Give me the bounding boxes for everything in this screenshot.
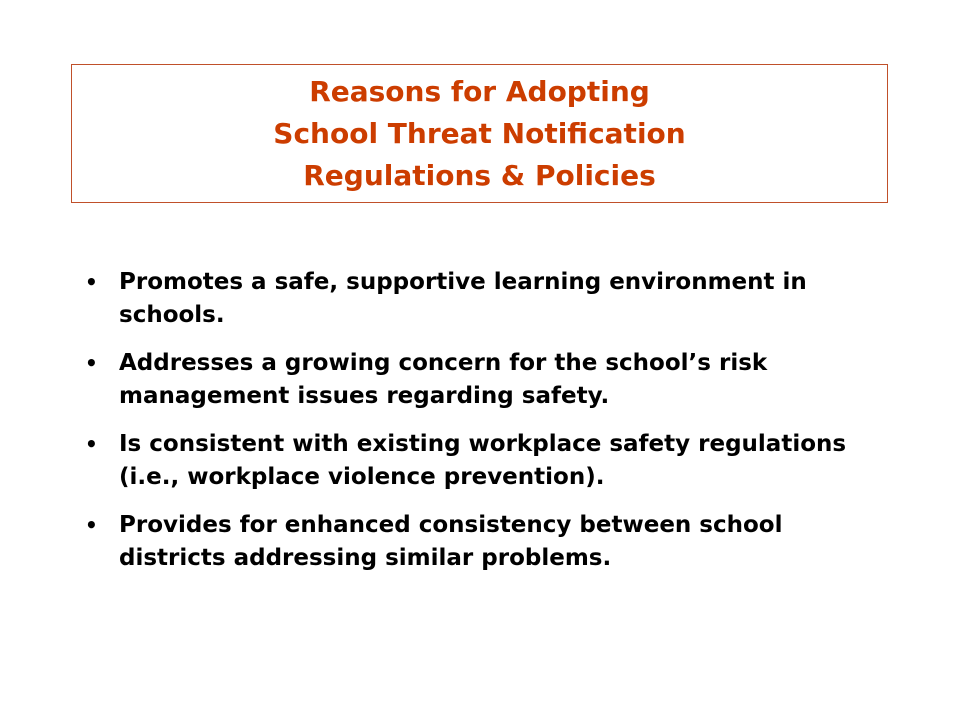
bullet-dot-icon: • [85,270,98,294]
bullet-item [85,509,885,575]
bullet-text: Promotes a safe, supportive learning environment in schools. [119,269,807,328]
slide-title-line-2: School Threat Notification [273,116,686,150]
slide-title-line-1: Reasons for Adopting [309,74,650,108]
bullet-dot-icon: • [85,351,98,375]
bullet-text: Addresses a growing concern for the school’s risk management issues regarding safety. [119,350,768,409]
bullet-item [85,428,885,494]
bullet-dot-icon: • [85,432,98,456]
bullet-item [85,347,885,413]
bullet-dot-icon: • [85,513,98,537]
slide-title-line-3: Regulations & Policies [303,158,656,192]
bullet-text: Provides for enhanced consistency between school districts addressing similar problems. [119,512,783,571]
bullet-list [85,266,885,590]
bullet-text: Is consistent with existing workplace safety regulations (i.e., workplace violence prevention). [119,431,847,490]
bullet-item [85,266,885,332]
slide-title-box [71,64,888,203]
